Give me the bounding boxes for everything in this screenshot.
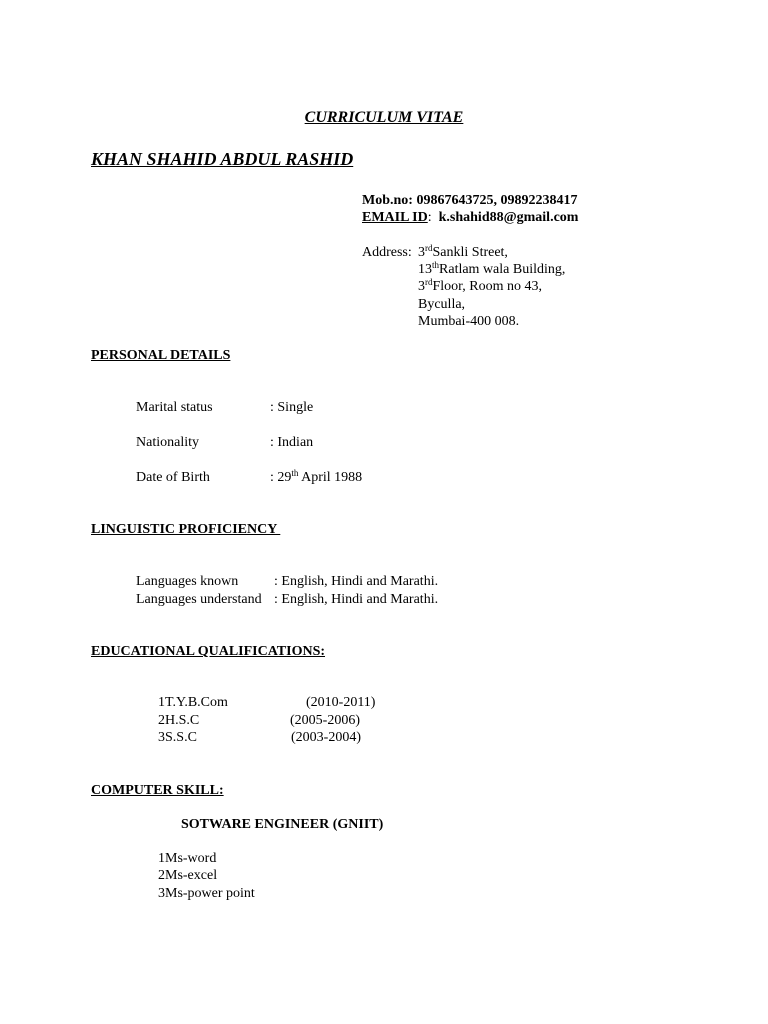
education-item-2-years: (2005-2006) (290, 713, 360, 728)
email-line (362, 209, 578, 226)
address-line-2: 13thRatlam wala Building, (418, 260, 566, 277)
languages-understand-label: Languages understand (136, 592, 262, 607)
marital-status-value: : Single (270, 400, 314, 415)
address-line-4: Byculla, (418, 297, 466, 312)
computer-skill-heading: COMPUTER SKILL: (91, 783, 224, 798)
personal-details-heading: PERSONAL DETAILS (91, 348, 231, 363)
email-value: k.shahid88@gmail.com (438, 210, 579, 225)
dob-label: Date of Birth (136, 470, 210, 485)
mobile-label: Mob.no: (362, 193, 413, 208)
computer-skill-item-3: 3Ms-power point (158, 886, 255, 901)
document-title: CURRICULUM VITAE (304, 109, 464, 126)
languages-known-label: Languages known (136, 574, 239, 589)
marital-status-label: Marital status (136, 400, 213, 415)
address-label: Address: (362, 245, 412, 260)
education-item-1-years: (2010-2011) (306, 695, 376, 710)
education-heading: EDUCATIONAL QUALIFICATIONS: (91, 644, 326, 659)
computer-skill-item-1: 1Ms-word (158, 851, 217, 866)
dob-value: : 29th April 1988 (270, 468, 363, 485)
languages-known-value: : English, Hindi and Marathi. (274, 574, 439, 589)
address-line-5: Mumbai-400 008. (418, 314, 520, 329)
computer-course: SOTWARE ENGINEER (GNIIT) (181, 817, 384, 832)
email-separator: : (427, 210, 432, 225)
mobile-line (362, 192, 577, 209)
languages-understand-value: : English, Hindi and Marathi. (274, 592, 439, 607)
address-line-3: 3rdFloor, Room no 43, (418, 277, 543, 294)
education-item-3-label: 3S.S.C (158, 730, 197, 745)
linguistic-heading: LINGUISTIC PROFICIENCY (91, 522, 281, 537)
education-item-2-label: 2H.S.C (158, 713, 200, 728)
education-item-3-years: (2003-2004) (291, 730, 361, 745)
education-item-1-label: 1T.Y.B.Com (158, 695, 228, 710)
nationality-value: : Indian (270, 435, 314, 450)
candidate-name: KHAN SHAHID ABDUL RASHID (91, 149, 354, 169)
nationality-label: Nationality (136, 435, 199, 450)
mobile-value: 09867643725, 09892238417 (416, 193, 578, 208)
address-line-1: 3rdSankli Street, (418, 243, 508, 260)
computer-skill-item-2: 2Ms-excel (158, 868, 218, 883)
email-label: EMAIL ID (362, 210, 428, 225)
